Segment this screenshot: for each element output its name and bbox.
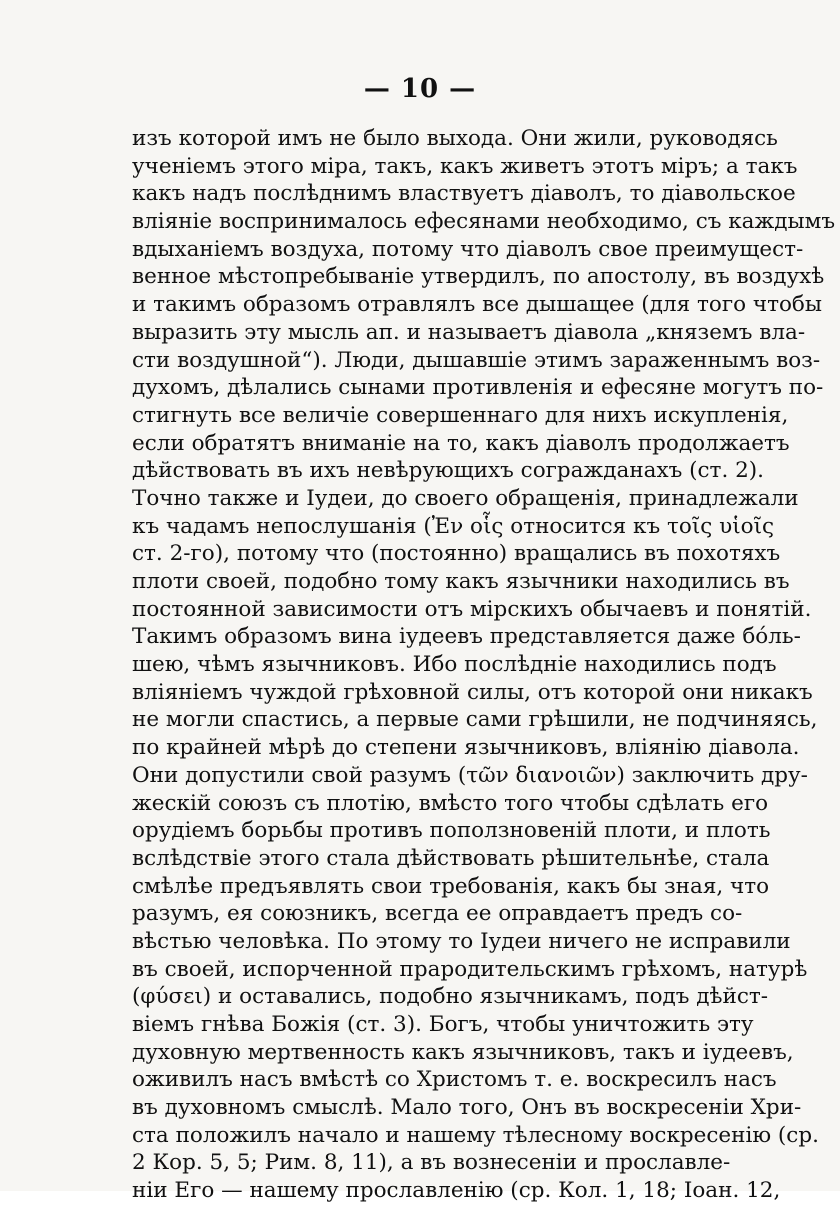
text-line: если обратятъ вниманіе на то, какъ діаволъ продолжаетъ [132,430,790,456]
text-line: орудіемъ борьбы противъ поползновеній плоти, и плоть [132,818,771,844]
page-number: — 10 — [363,74,477,104]
text-line: духомъ, дѣлались сынами противленія и ефесяне могутъ по- [132,375,824,401]
text-line: вдыханіемъ воздуха, потому что діаволъ свое преимущест- [132,236,804,262]
text-line: венное мѣстопребываніе утвердилъ, по апостолу, въ воздухѣ [132,264,825,290]
text-line: вѣстью человѣка. По этому то Іудеи ничего не исправили [132,928,791,954]
text-line: выразить эту мысль ап. и называетъ діавола „княземъ вла- [132,319,806,345]
text-line: вслѣдствіе этого стала дѣйствовать рѣшительнѣе, стала [132,845,770,871]
text-line: вліяніе воспринималось ефесянами необходимо, съ каждымъ [132,209,836,235]
text-line: Точно также и Іудеи, до своего обращенія, принадлежали [132,485,799,511]
text-line: вліяніемъ чуждой грѣховной силы, отъ которой они никакъ [132,679,813,705]
text-line: въ духовномъ смыслѣ. Мало того, Онъ въ воскресеніи Хри- [132,1095,802,1121]
text-line: ст. 2-го), потому что (постоянно) вращались въ похотяхъ [132,541,781,567]
text-line: віемъ гнѣва Божія (ст. 3). Богъ, чтобы уничтожить эту [132,1012,754,1037]
text-line: плоти своей, подобно тому какъ язычники находились въ [132,569,790,594]
text-line: сти воздушной“). Люди, дышавшіе этимъ зараженнымъ воз- [132,347,821,373]
text-line: (φύσει) и оставались, подобно язычникамъ, подъ дѣйст- [132,984,769,1010]
text-line: Они допустили свой разумъ (τῶν διανοιῶν) заключить дру- [132,762,808,788]
text-line: 2 Кор. 5, 5; Рим. 8, 11), а въ вознесеніи и прославле- [132,1150,731,1176]
text-line: разумъ, ея союзникъ, всегда ее оправдаетъ предъ со- [132,901,743,927]
text-line: въ своей, испорченной прародительскимъ грѣхомъ, натурѣ [132,956,808,982]
text-line: шею, чѣмъ язычниковъ. Ибо послѣдніе находились подъ [132,652,777,678]
text-line: по крайней мѣрѣ до степени язычниковъ, вліянію діавола. [132,735,800,761]
text-line: жескій союзъ съ плотію, вмѣсто того чтобы сдѣлать его [132,790,769,816]
text-line: постоянной зависимости отъ мірскихъ обычаевъ и понятій. [132,596,812,622]
text-line: и такимъ образомъ отравлялъ все дышащее (для того чтобы [132,292,822,318]
text-line: къ чадамъ непослушанія (Ἐν οἷς относится къ τοῖς υἱοῖς [132,513,775,539]
text-line: ніи Его — нашему прославленію (ср. Кол. 1, 18; Іоан. 12, [132,1178,781,1204]
text-line: оживилъ насъ вмѣстѣ со Христомъ т. е. воскресилъ насъ [132,1067,777,1093]
body-text [132,125,836,1205]
text-line: духовную мертвенность какъ язычниковъ, такъ и іудеевъ, [132,1039,794,1065]
text-line: ученіемъ этого міра, такъ, какъ живетъ этотъ міръ; а такъ [132,153,798,179]
text-line: смѣлѣе предъявлять свои требованія, какъ бы зная, что [132,873,770,899]
text-line: какъ надъ послѣднимъ властвуетъ діаволъ, то діавольское [132,181,796,207]
text-line: изъ которой имъ не было выхода. Они жили, руководясь [132,126,778,151]
text-line: дѣйствовать въ ихъ невѣрующихъ согражданахъ (ст. 2). [132,458,765,484]
text-line: ста положилъ начало и нашему тѣлесному воскресенію (ср. [132,1122,819,1148]
text-line: не могли спастись, а первые сами грѣшили, не подчиняясь, [132,707,818,733]
text-line: Такимъ образомъ вина іудеевъ представляется даже бóль- [132,624,801,650]
text-line: стигнуть все величіе совершеннаго для нихъ искупленія, [132,402,789,428]
